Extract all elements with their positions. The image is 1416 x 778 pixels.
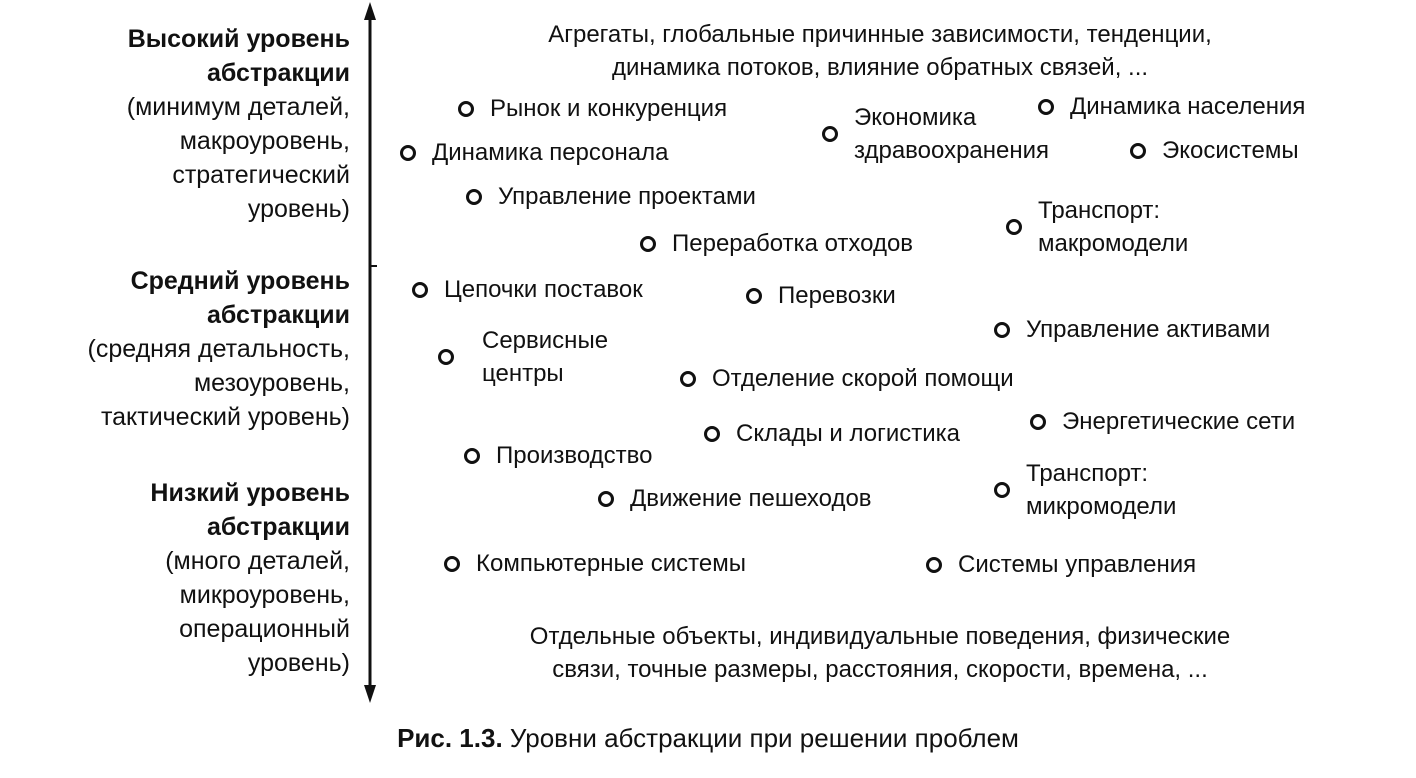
- circle-bullet-icon: [746, 288, 762, 304]
- figure-caption-label: Рис. 1.3.: [397, 723, 503, 753]
- item-personnel-dynamics: [400, 136, 668, 169]
- item-transport-micromodels: [994, 457, 1176, 523]
- item-label: Экосистемы: [1162, 137, 1299, 164]
- level-high-desc-2: макроуровень,: [179, 127, 350, 155]
- axis-arrowhead-top: [364, 2, 376, 20]
- abstraction-axis-arrow: [355, 0, 385, 705]
- level-middle-desc-1: (средняя детальность,: [87, 335, 350, 363]
- circle-bullet-icon: [412, 282, 428, 298]
- item-label: Транспорт:: [1026, 460, 1149, 487]
- item-label: Управление проектами: [498, 183, 756, 210]
- circle-bullet-icon: [458, 101, 474, 117]
- item-label: Системы управления: [958, 551, 1197, 578]
- item-label: Управление активами: [1026, 316, 1271, 343]
- item-population-dynamics: [1038, 90, 1305, 123]
- low-level-description: [460, 620, 1300, 686]
- item-label: Перевозки: [778, 282, 896, 309]
- level-high-title-2: абстракции: [207, 59, 350, 87]
- level-low-desc-2: микроуровень,: [179, 581, 350, 609]
- item-label: микромодели: [1026, 493, 1177, 520]
- level-low-label: [150, 476, 350, 680]
- circle-bullet-icon: [1006, 219, 1022, 235]
- item-label: Динамика населения: [1070, 93, 1306, 120]
- circle-bullet-icon: [640, 236, 656, 252]
- item-energy-networks: [1030, 405, 1295, 438]
- circle-bullet-icon: [680, 371, 696, 387]
- level-high-desc-1: (минимум деталей,: [126, 93, 350, 121]
- circle-bullet-icon: [994, 322, 1010, 338]
- item-label: Экономика: [854, 104, 977, 131]
- level-middle-title-2: абстракции: [207, 301, 350, 329]
- item-manufacturing: [464, 439, 652, 472]
- item-control-systems: [926, 548, 1196, 581]
- level-low-title-2: абстракции: [207, 513, 350, 541]
- level-low-desc-3: операционный: [179, 615, 350, 643]
- circle-bullet-icon: [704, 426, 720, 442]
- level-middle-desc-2: мезоуровень,: [193, 369, 350, 397]
- level-high-desc-4: уровень): [247, 195, 350, 223]
- circle-bullet-icon: [598, 491, 614, 507]
- item-waste-processing: [640, 227, 913, 260]
- item-label: Компьютерные системы: [476, 550, 746, 577]
- item-warehouses-logistics: [704, 417, 960, 450]
- low-level-description-line-1: Отдельные объекты, индивидуальные поведения, физические: [529, 623, 1231, 650]
- level-high-title-1: Высокий уровень: [127, 25, 350, 53]
- circle-bullet-icon: [444, 556, 460, 572]
- level-middle-title-1: Средний уровень: [130, 267, 350, 295]
- item-transport-macromodels: [1006, 194, 1188, 260]
- item-pedestrian-movement: [598, 482, 872, 515]
- item-label: Рынок и конкуренция: [490, 95, 728, 122]
- item-label: Транспорт:: [1038, 197, 1161, 224]
- axis-arrowhead-bottom: [364, 685, 376, 703]
- item-market-competition: [458, 92, 727, 125]
- circle-bullet-icon: [464, 448, 480, 464]
- level-low-desc-1: (много деталей,: [165, 547, 350, 575]
- item-label: Сервисные: [482, 327, 609, 354]
- circle-bullet-icon: [400, 145, 416, 161]
- item-computer-systems: [444, 547, 746, 580]
- item-label: Динамика персонала: [432, 139, 669, 166]
- item-label: здравоохранения: [854, 137, 1050, 164]
- figure-caption: [0, 720, 1416, 756]
- circle-bullet-icon: [466, 189, 482, 205]
- item-label: Склады и логистика: [736, 420, 961, 447]
- level-high-desc-3: стратегический: [172, 161, 350, 189]
- level-low-title-1: Низкий уровень: [150, 479, 350, 507]
- item-supply-chains: [412, 273, 643, 306]
- item-healthcare-economics: [822, 101, 1049, 167]
- figure-caption-text: Уровни абстракции при решении проблем: [502, 723, 1019, 753]
- circle-bullet-icon: [438, 349, 454, 365]
- circle-bullet-icon: [1030, 414, 1046, 430]
- circle-bullet-icon: [926, 557, 942, 573]
- item-service-centers: [438, 324, 608, 390]
- circle-bullet-icon: [1130, 143, 1146, 159]
- item-label: Отделение скорой помощи: [712, 365, 1014, 392]
- item-project-management: [466, 180, 756, 213]
- item-label: Переработка отходов: [672, 230, 914, 257]
- item-label: центры: [482, 360, 564, 387]
- high-level-description-line-1: Агрегаты, глобальные причинные зависимости, тенденции,: [548, 21, 1212, 48]
- high-level-description: [460, 18, 1300, 84]
- circle-bullet-icon: [994, 482, 1010, 498]
- item-label: Движение пешеходов: [630, 485, 872, 512]
- item-label: макромодели: [1038, 230, 1189, 257]
- low-level-description-line-2: связи, точные размеры, расстояния, скорости, времена, ...: [552, 656, 1208, 683]
- item-asset-management: [994, 313, 1270, 346]
- level-middle-label: [88, 264, 350, 434]
- item-ecosystems: [1130, 134, 1299, 167]
- circle-bullet-icon: [822, 126, 838, 142]
- item-label: Цепочки поставок: [444, 276, 643, 303]
- level-low-desc-4: уровень): [247, 649, 350, 677]
- level-middle-desc-3: тактический уровень): [100, 403, 350, 431]
- item-label: Энергетические сети: [1062, 408, 1296, 435]
- item-emergency-department: [680, 362, 1014, 395]
- circle-bullet-icon: [1038, 99, 1054, 115]
- level-high-label: [127, 22, 350, 226]
- item-transportation: [746, 279, 896, 312]
- high-level-description-line-2: динамика потоков, влияние обратных связей, ...: [611, 54, 1149, 81]
- item-label: Производство: [496, 442, 653, 469]
